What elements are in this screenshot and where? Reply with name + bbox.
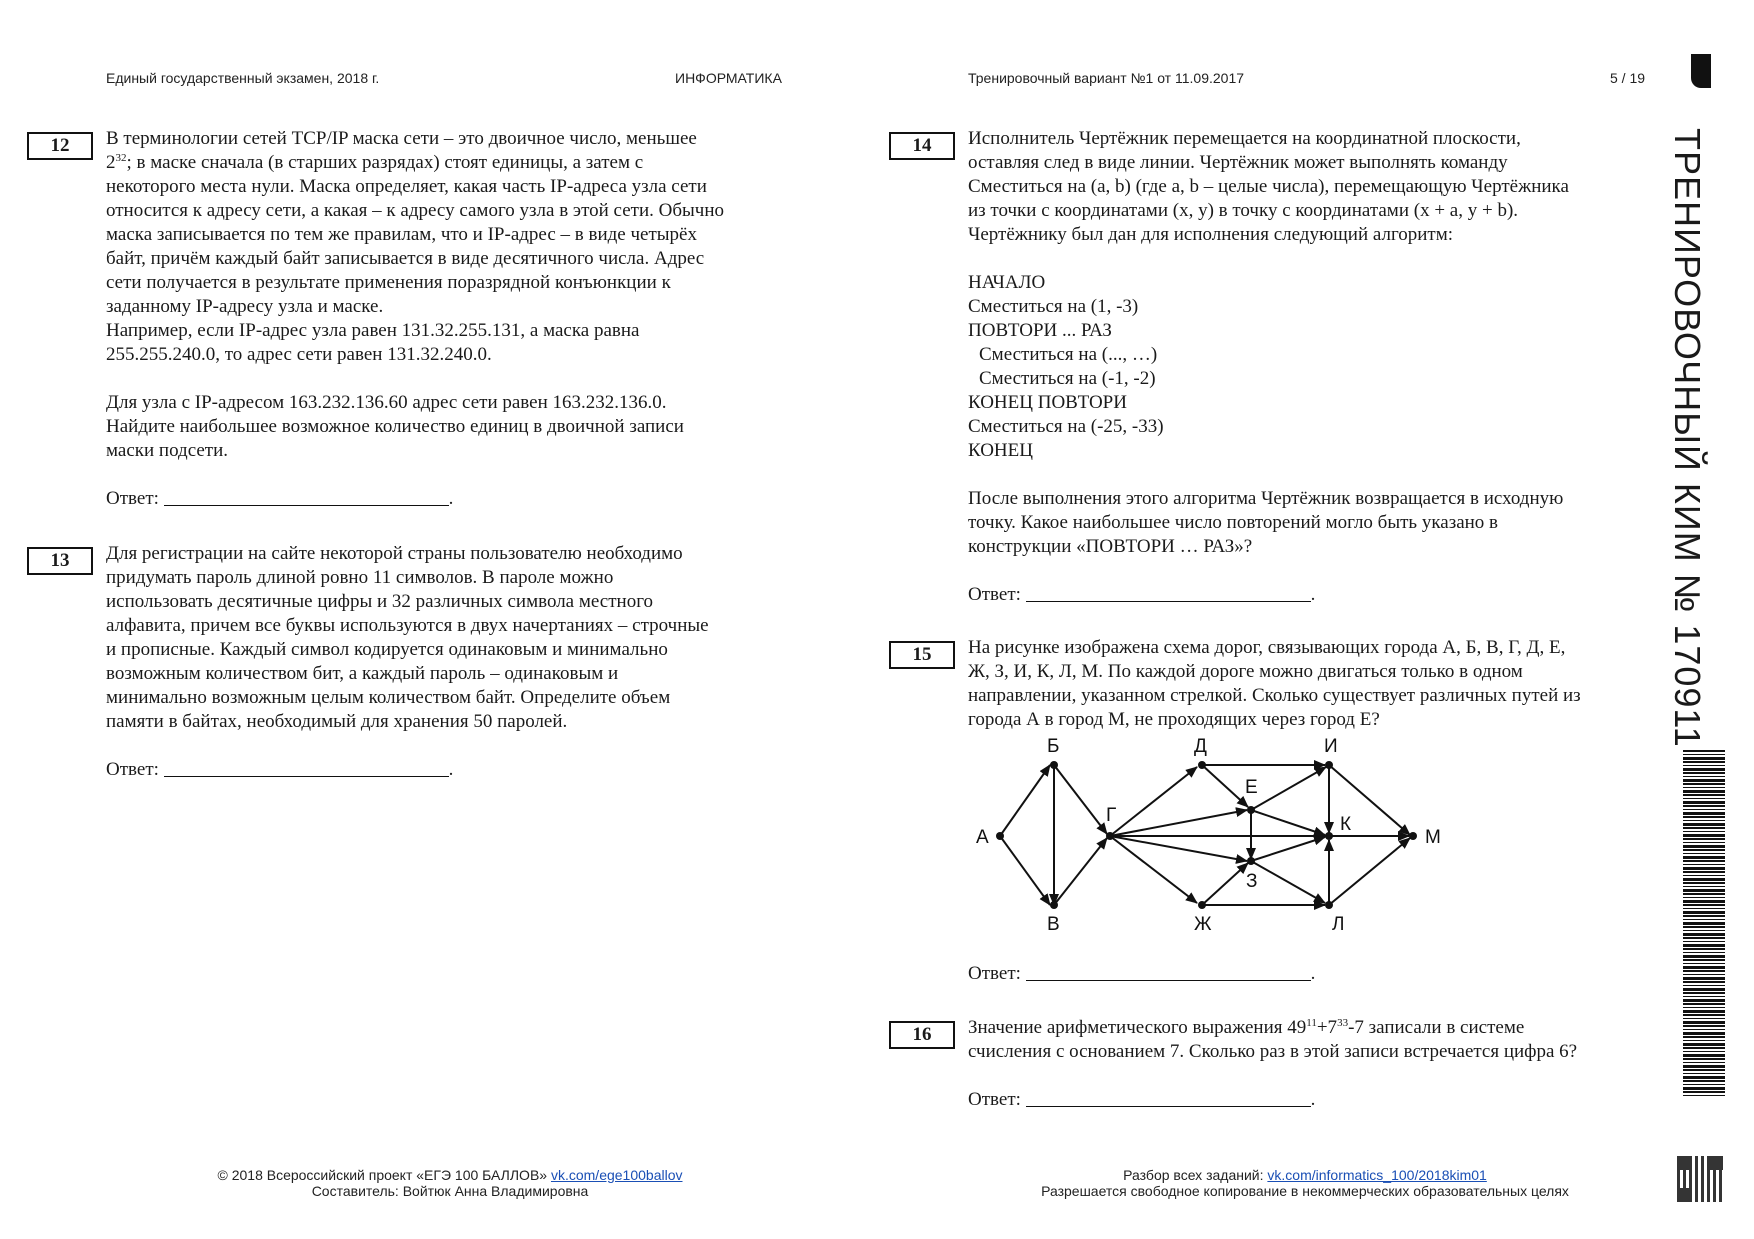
power-exp: 11	[1306, 1017, 1317, 1029]
answer-blank[interactable]	[164, 487, 449, 506]
task-13-number: 13	[27, 547, 93, 575]
task-15-line: направлении, указанном стрелкой. Сколько существует различных путей из	[968, 685, 1581, 706]
task-13-answer: Ответ: .	[106, 759, 454, 780]
task-12-line: сети получается в результате применения поразрядной конъюнкции к	[106, 272, 671, 293]
task-13-line: придумать пароль длиной ровно 11 символов. В пароле можно	[106, 567, 614, 588]
task-14-line: точку. Какое наибольшее число повторений могло быть указано в	[968, 512, 1499, 533]
node-m	[1409, 832, 1417, 840]
code-line: Сместиться на (..., …)	[979, 344, 1158, 365]
code-line: Сместиться на (1, -3)	[968, 296, 1139, 317]
task-12-line: 255.255.240.0, то адрес сети равен 131.32.240.0.	[106, 344, 492, 365]
label-m: М	[1425, 827, 1441, 848]
footer-link-solutions[interactable]: vk.com/informatics_100/2018kim01	[1267, 1167, 1487, 1183]
label-z: З	[1246, 871, 1258, 892]
task-12-text	[106, 127, 796, 511]
edge-b-g	[1054, 765, 1107, 834]
code-line: Сместиться на (-25, -33)	[968, 416, 1164, 437]
edge-l-m	[1329, 838, 1410, 905]
header-page: 5 / 19	[1610, 70, 1646, 86]
task-12-line	[106, 151, 796, 175]
node-v	[1050, 901, 1058, 909]
task-12-line: маска записывается по тем же правилам, что и IP-адрес – в виде четырёх	[106, 224, 697, 245]
qr-code	[1677, 1156, 1723, 1202]
task-13-text	[106, 542, 796, 782]
task-13-line: и прописные. Каждый символ кодируется одинаковым и минимально	[106, 639, 668, 660]
edge-zh-z	[1202, 863, 1248, 905]
expr-part: -7 записали в системе	[1348, 1017, 1525, 1038]
footer-solutions-label: Разбор всех заданий:	[1123, 1167, 1264, 1183]
label-a: А	[976, 827, 989, 848]
task-15-line: На рисунке изображена схема дорог, связывающих города А, Б, В, Г, Д, Е,	[968, 637, 1566, 658]
footer-author: Составитель: Войтюк Анна Владимировна	[311, 1183, 589, 1199]
side-title: ТРЕНИРОВОЧНЫЙ КИМ № 170911	[1667, 128, 1708, 748]
code-line: КОНЕЦ ПОВТОРИ	[968, 392, 1127, 413]
task-16-answer: Ответ: .	[968, 1089, 1316, 1110]
label-b: Б	[1047, 736, 1060, 757]
task-14-line: оставляя след в виде линии. Чертёжник может выполнять команду	[968, 152, 1508, 173]
task-14-line: Сместиться на (a, b) (где a, b – целые числа), перемещающую Чертёжника	[968, 176, 1569, 197]
task-13-line: минимально возможным целым количеством байт. Определите объем	[106, 687, 671, 708]
footer-link-vk[interactable]: vk.com/ege100ballov	[550, 1167, 683, 1183]
corner-mark	[1691, 54, 1711, 88]
answer-label: Ответ:	[968, 1089, 1021, 1110]
node-i	[1325, 761, 1333, 769]
edge-g-z	[1110, 836, 1247, 861]
task-13-line: памяти в байтах, необходимый для хранения 50 паролей.	[106, 711, 568, 732]
edge-v-g	[1054, 838, 1107, 905]
label-l: Л	[1332, 914, 1345, 935]
header-subject: ИНФОРМАТИКА	[675, 70, 782, 86]
task-14-line: конструкции «ПОВТОРИ … РАЗ»?	[968, 536, 1253, 557]
task-12-line: В терминологии сетей TCP/IP маска сети – это двоичное число, меньшее	[106, 128, 697, 149]
edge-a-v	[1000, 836, 1050, 905]
task-15-line: Ж, З, И, К, Л, М. По каждой дороге можно двигаться только в одном	[968, 661, 1523, 682]
task-15-answer: Ответ: .	[968, 963, 1316, 984]
edge-z-k	[1251, 837, 1325, 861]
header-variant: Тренировочный вариант №1 от 11.09.2017	[968, 70, 1245, 86]
power-exp: 33	[1337, 1017, 1349, 1029]
label-g: Г	[1106, 805, 1117, 826]
edge-e-k	[1251, 810, 1325, 835]
node-k	[1325, 832, 1333, 840]
task-16-line	[968, 1016, 1688, 1040]
task-13-line: возможным количеством бит, а каждый пароль – одинаковым и	[106, 663, 619, 684]
power-exp: 32	[115, 152, 127, 164]
task-12-answer: Ответ: .	[106, 488, 454, 509]
footer-copyright: © 2018 Всероссийский проект «ЕГЭ 100 БАЛЛОВ»	[217, 1167, 548, 1183]
task-16-line: счисления с основанием 7. Сколько раз в этой записи встречается цифра 6?	[968, 1041, 1578, 1062]
code-line: КОНЕЦ	[968, 440, 1033, 461]
task-16-number: 16	[889, 1021, 955, 1049]
task-12-line: Например, если IP-адрес узла равен 131.32.255.131, а маска равна	[106, 320, 640, 341]
task-16-text	[968, 1016, 1688, 1112]
answer-blank[interactable]	[1026, 583, 1311, 602]
edge-g-d	[1110, 767, 1197, 836]
task-13-line: Для регистрации на сайте некоторой страны пользователю необходимо	[106, 543, 683, 564]
code-line: Сместиться на (-1, -2)	[979, 368, 1156, 389]
task-15-text	[968, 636, 1668, 732]
node-zh	[1198, 901, 1206, 909]
task-13-line: алфавита, причем все буквы используются в двух начертаниях – строчные	[106, 615, 709, 636]
code-line: НАЧАЛО	[968, 272, 1046, 293]
task-12-line: некоторого места нули. Маска определяет, какая часть IP-адреса узла сети	[106, 176, 707, 197]
task-12-number: 12	[27, 132, 93, 160]
expr-part: +7	[1316, 1017, 1338, 1038]
task-15-line: города А в город М, не проходящих через город Е?	[968, 709, 1380, 730]
node-d	[1198, 761, 1206, 769]
edge-g-e	[1110, 810, 1247, 836]
task-12-line: маски подсети.	[106, 440, 229, 461]
task-12-line: заданному IP-адресу узла и маске.	[106, 296, 384, 317]
task-12-line: относится к адресу сети, а какая – к адресу самого узла в этой сети. Обычно	[106, 200, 724, 221]
label-e: Е	[1245, 777, 1258, 798]
answer-label: Ответ:	[106, 759, 159, 780]
task-14-line: После выполнения этого алгоритма Чертёжник возвращается в исходную	[968, 488, 1564, 509]
task-14-line: из точки с координатами (x, y) в точку с координатами (x + a, y + b).	[968, 200, 1519, 221]
barcode	[1683, 750, 1725, 1098]
task-14-line: Исполнитель Чертёжник перемещается на координатной плоскости,	[968, 128, 1521, 149]
edge-a-b	[1000, 765, 1050, 836]
footer-right	[990, 1167, 1620, 1199]
task-12-fragment: ; в маске сначала (в старших разрядах) стоят единицы, а затем с	[126, 152, 644, 173]
footer-note: Разрешается свободное копирование в некоммерческих образовательных целях	[1041, 1183, 1569, 1199]
header-exam: Единый государственный экзамен, 2018 г.	[106, 70, 380, 86]
node-z	[1247, 857, 1255, 865]
answer-blank[interactable]	[1026, 1088, 1311, 1107]
road-graph	[968, 735, 1448, 935]
task-12-line: Для узла с IP-адресом 163.232.136.60 адрес сети равен 163.232.136.0.	[106, 392, 667, 413]
answer-label: Ответ:	[106, 488, 159, 509]
task-13-line: использовать десятичные цифры и 32 различных символа местного	[106, 591, 654, 612]
answer-label: Ответ:	[968, 584, 1021, 605]
code-line: ПОВТОРИ ... РАЗ	[968, 320, 1112, 341]
answer-blank[interactable]	[1026, 962, 1311, 981]
expr-part: Значение арифметического выражения 49	[968, 1017, 1307, 1038]
task-12-line: байт, причём каждый байт записывается в виде десятичного числа. Адрес	[106, 248, 705, 269]
task-15-number: 15	[889, 641, 955, 669]
label-v: В	[1047, 914, 1060, 935]
edge-e-i	[1251, 767, 1326, 810]
label-k: К	[1340, 814, 1352, 835]
power-base: 2	[106, 152, 116, 173]
task-14-text	[968, 127, 1658, 607]
edge-d-e	[1202, 765, 1248, 807]
label-d: Д	[1194, 736, 1207, 757]
edge-g-zh	[1110, 836, 1197, 903]
answer-label: Ответ:	[968, 963, 1021, 984]
label-i: И	[1324, 736, 1338, 757]
node-b	[1050, 761, 1058, 769]
node-a	[996, 832, 1004, 840]
node-e	[1247, 806, 1255, 814]
node-g	[1106, 832, 1114, 840]
task-14-line: Чертёжнику был дан для исполнения следующий алгоритм:	[968, 224, 1454, 245]
task-12-line: Найдите наибольшее возможное количество единиц в двоичной записи	[106, 416, 684, 437]
footer-left	[150, 1167, 750, 1199]
answer-blank[interactable]	[164, 758, 449, 777]
task-14-answer: Ответ: .	[968, 584, 1316, 605]
task-14-number: 14	[889, 132, 955, 160]
edge-z-l	[1251, 861, 1325, 903]
node-l	[1325, 901, 1333, 909]
label-zh: Ж	[1194, 914, 1212, 935]
